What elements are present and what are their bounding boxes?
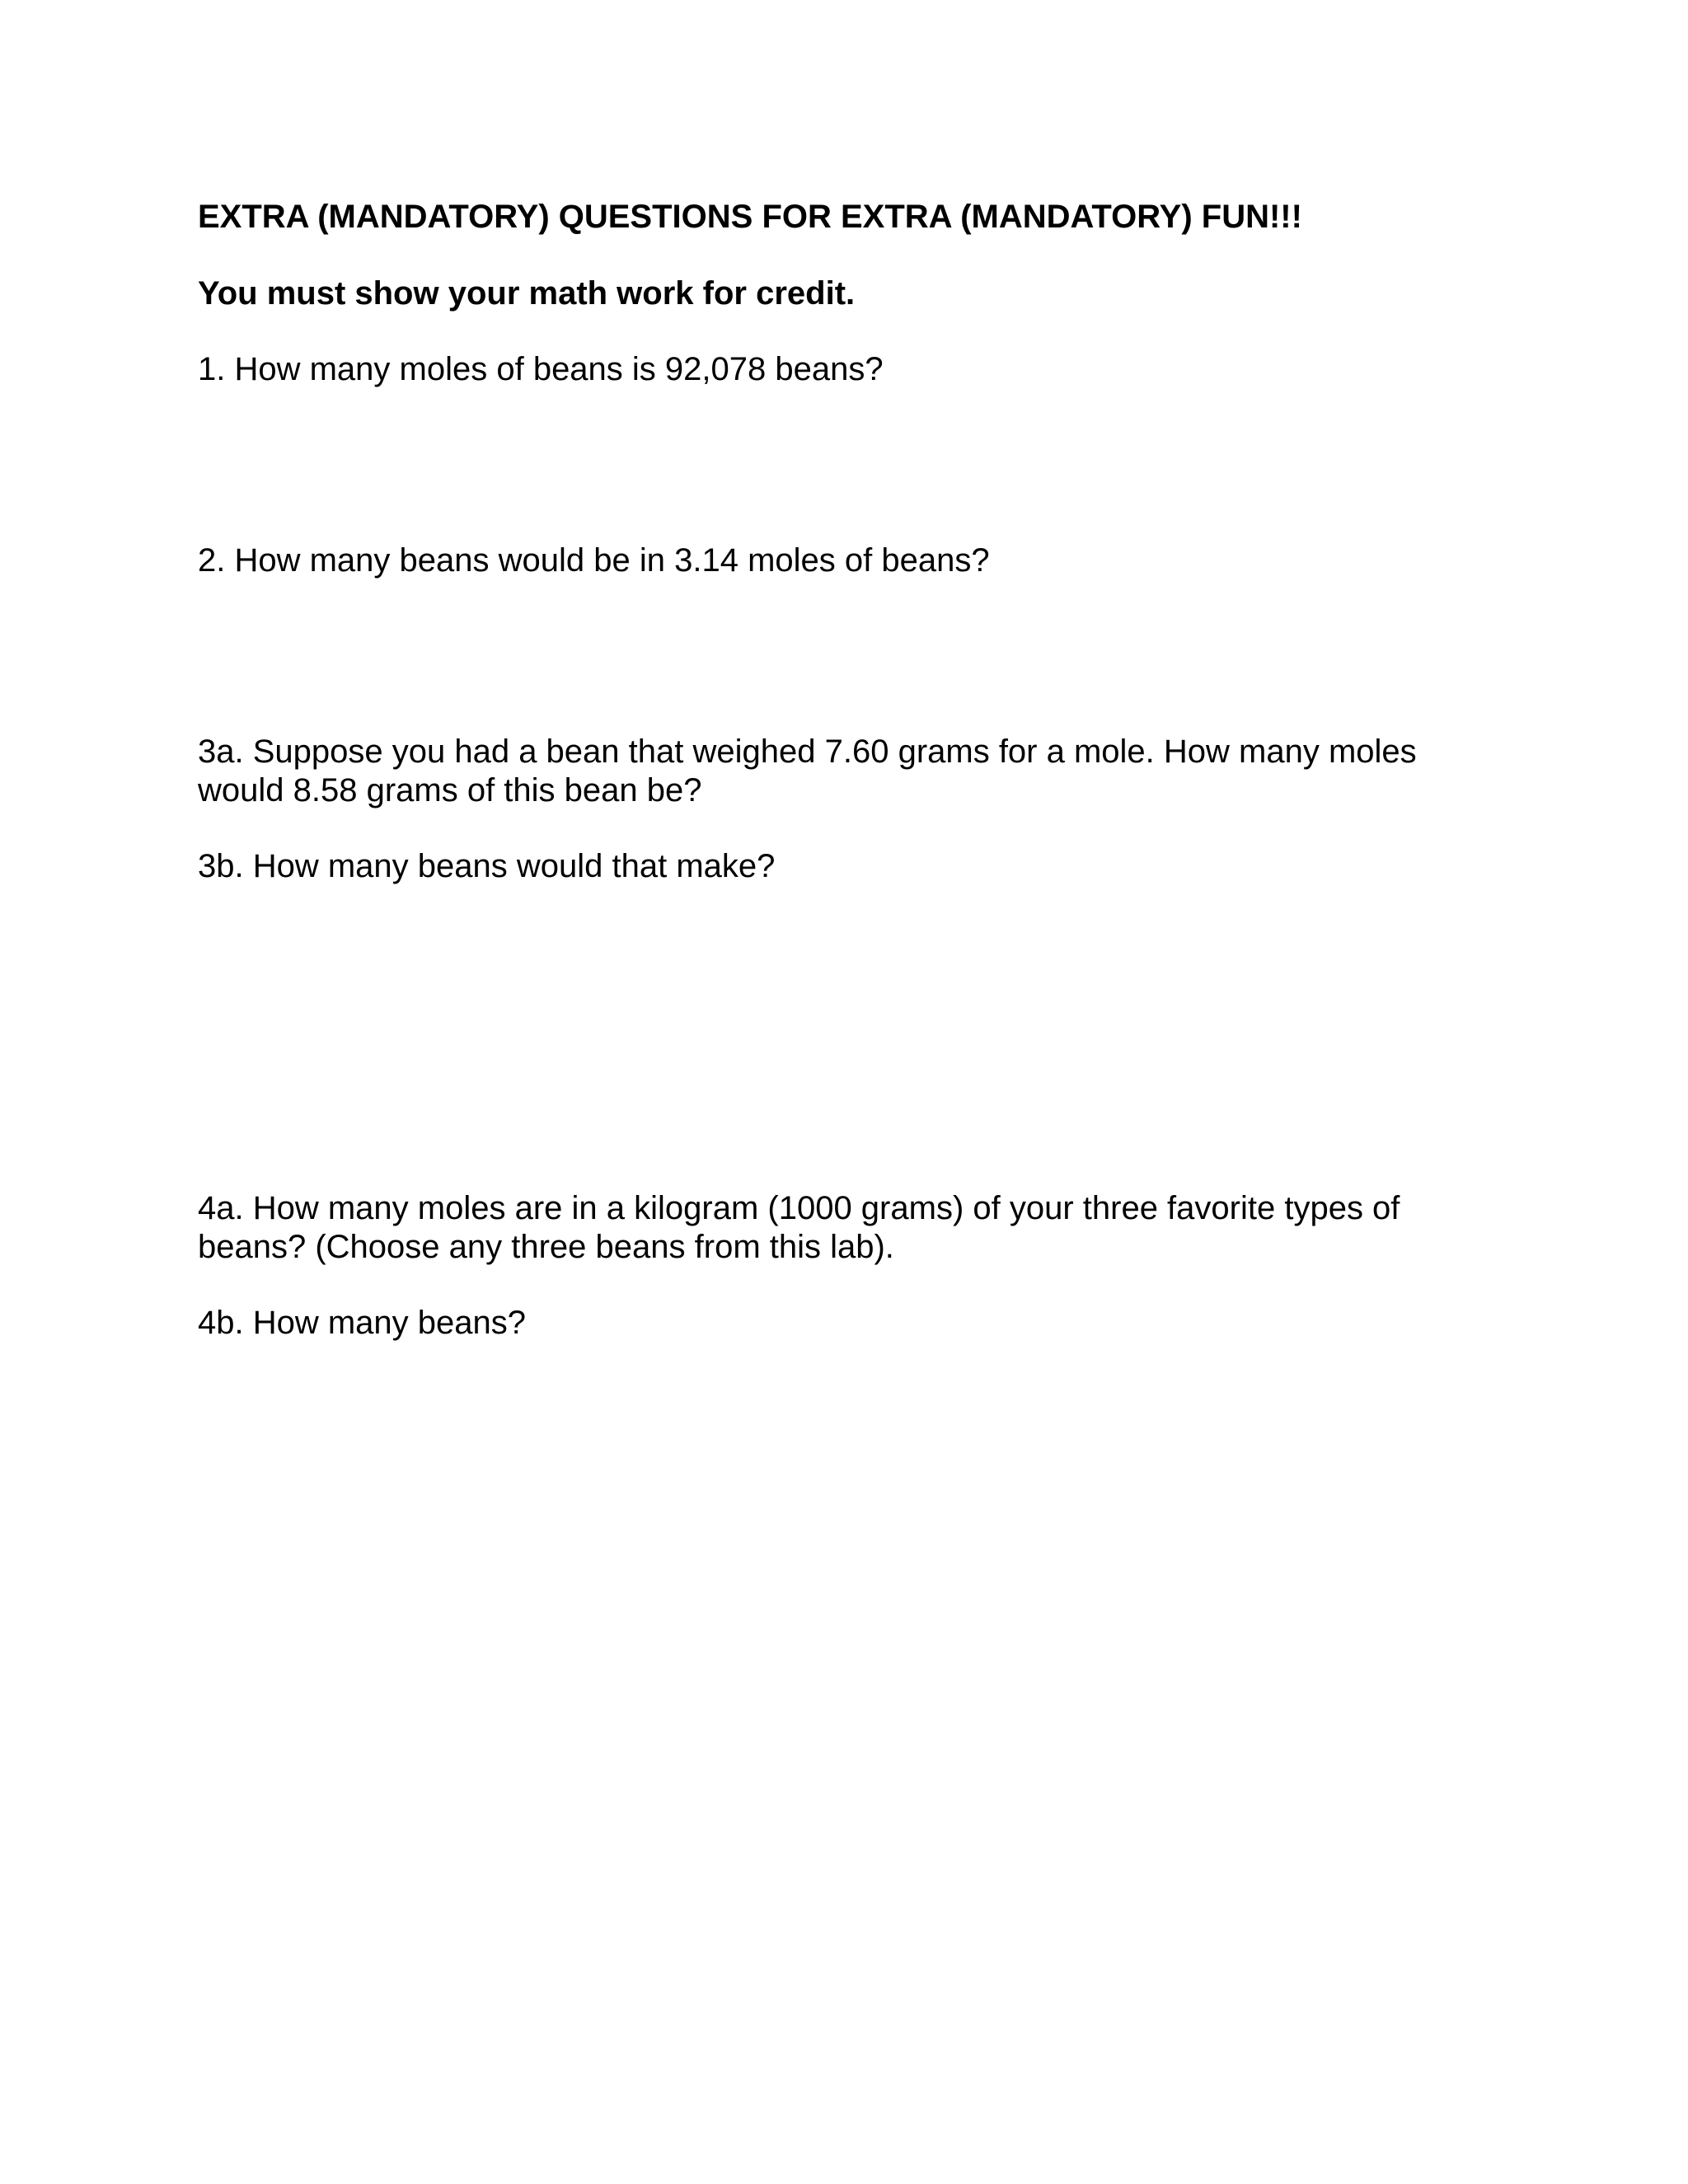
instruction-text: You must show your math work for credit. xyxy=(198,275,856,312)
worksheet-title: EXTRA (MANDATORY) QUESTIONS FOR EXTRA (MANDATORY) FUN!!! xyxy=(198,199,1302,235)
question-3b: 3b. How many beans would that make? xyxy=(198,848,776,884)
question-1: 1. How many moles of beans is 92,078 beans? xyxy=(198,351,884,387)
question-4a: 4a. How many moles are in a kilogram (1000 grams) of your three favorite types of beans? (Choose any three beans from this lab). xyxy=(198,1190,1409,1265)
question-2: 2. How many beans would be in 3.14 moles of beans? xyxy=(198,542,990,579)
question-4b: 4b. How many beans? xyxy=(198,1305,527,1341)
question-3a: 3a. Suppose you had a bean that weighed 7.60 grams for a mole. How many moles would 8.58 grams of this bean be? xyxy=(198,733,1426,808)
